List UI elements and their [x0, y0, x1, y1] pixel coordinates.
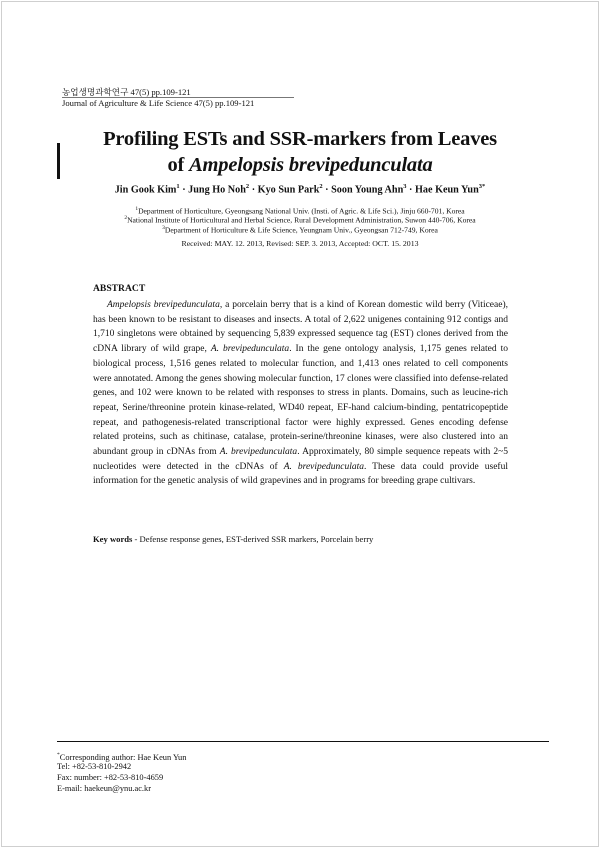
author-name: Kyo Sun Park	[257, 184, 320, 196]
abstract-species-name: Ampelopsis brevipedunculata	[107, 300, 220, 310]
affiliation-3	[60, 223, 540, 236]
affiliation-text: Department of Horticulture, Gyeongsang National Univ. (Insti. of Agric. & Life Sci.), Jinju 660-701, Korea	[138, 206, 465, 216]
author-separator: ·	[249, 184, 258, 196]
footnote-email: E-mail: haekeun@ynu.ac.kr	[57, 784, 151, 793]
author-name: Soon Young Ahn	[331, 184, 404, 196]
abstract-body	[93, 298, 508, 489]
affiliation-mark: 1	[135, 206, 139, 212]
abstract-heading: ABSTRACT	[93, 283, 146, 294]
title-line-2	[60, 152, 540, 178]
author-affiliation-mark: 3*	[478, 183, 486, 190]
affiliation-text: National Institute of Horticultural and Herbal Science, Rural Development Administration, Suwon 440-706, Korea	[127, 215, 476, 225]
footnote-rule	[57, 741, 549, 742]
affiliation-text: Department of Horticulture & Life Science, Yeungnam Univ., Gyeongsan 712-749, Korea	[164, 225, 438, 235]
author-name: Jung Ho Noh	[188, 184, 246, 196]
author-affiliation-mark: 2	[319, 183, 323, 190]
author-affiliation-mark: 2	[245, 183, 250, 190]
title-line-2-prefix: of	[167, 154, 190, 176]
affiliation-mark: 3	[162, 225, 165, 231]
author-name: Jin Gook Kim	[114, 184, 177, 196]
keywords-text: - Defense response genes, EST-derived SSR markers, Porcelain berry	[132, 534, 374, 544]
received-dates: Received: MAY. 12. 2013, Revised: SEP. 3. 2013, Accepted: OCT. 15. 2013	[181, 239, 419, 248]
abstract-paragraph	[93, 298, 508, 489]
abstract-species-name: A. brevipedunculata	[210, 344, 290, 355]
corresponding-author: Corresponding author: Hae Keun Yun	[59, 752, 187, 762]
title-line-1: Profiling ESTs and SSR-markers from Leaves	[103, 128, 497, 150]
footnote-tel: Tel: +82-53-810-2942	[57, 762, 132, 771]
abstract-text: . In the gene ontology analysis, 1,175 genes related to biological process, 1,516 genes related to molecular function, and 1,413 ones related to cell components were annotated. Among the genes showing molecular function, 17 clones were classified into defense-related genes, and 102 were known to be related with responses to stress in plants. Domains, such as leucine-rich repeat, Serine/threonine protein kinase-related, WD40 repeat, EF-hand calcium-binding, pentatricopeptide repeat, and pathogenesis-related transcriptional factor were highly expressed. Genes encoding defense related proteins, such as chitinase, catalase, protein-serine/threonine kinases, were also clustered into an abundant group in cDNAs from	[93, 344, 509, 458]
abstract-species-name: A. brevipedunculata	[283, 461, 364, 472]
keywords	[93, 534, 373, 544]
keywords-label: Key words	[93, 534, 133, 544]
abstract-text: , a porcelain berry that is a kind of Korean domestic wild berry (Viticeae), has been known to be resistant to diseases and insects. A total of 2,622 unigenes containing 912 contigs and 1,710 singletons were obtained by sequencing 5,839 expressed sequence tag (EST) clones derived from the cDNA library of wild grape,	[93, 300, 508, 355]
author-separator: ·	[322, 184, 332, 196]
affiliation-mark: 2	[124, 215, 128, 221]
author-separator: ·	[179, 184, 189, 196]
footnote-fax: Fax: number: +82-53-810-4659	[57, 773, 164, 782]
author-list	[60, 183, 540, 195]
author-affiliation-mark: 1	[176, 183, 180, 190]
author-name: Hae Keun Yun	[414, 184, 479, 196]
title-species-name: Ampelopsis brevipedunculata	[189, 154, 433, 176]
abstract-species-name: A. brevipedunculata	[219, 447, 298, 458]
abstract-text: . Approximately, 80 simple sequence repeats with 2~5 nucleotides were detected in the cDNAs of	[93, 447, 508, 472]
running-head-korean: 농업생명과학연구 47(5) pp.109-121	[62, 87, 191, 97]
author-separator: ·	[406, 184, 415, 196]
footnote-mark: *	[57, 752, 60, 758]
running-head-english: Journal of Agriculture & Life Science 47(5) pp.109-121	[62, 98, 255, 108]
author-affiliation-mark: 3	[403, 183, 407, 190]
abstract-text: . These data could provide useful information for the genetic analysis of wild grapevines and in programs for breeding grape cultivars.	[93, 461, 508, 487]
